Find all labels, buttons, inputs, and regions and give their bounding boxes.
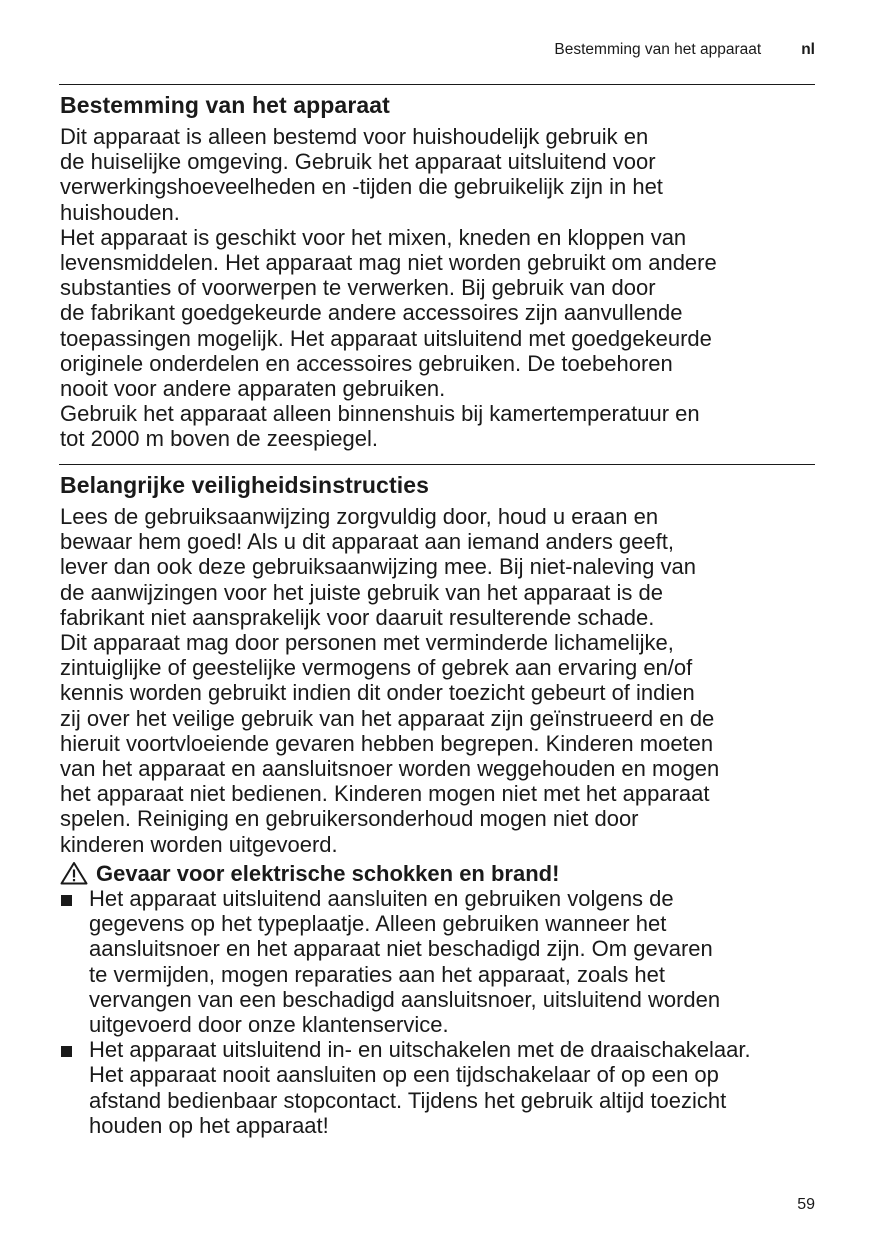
warning-heading (60, 861, 816, 886)
warning-triangle-icon (60, 861, 88, 885)
text-line: fabrikant niet aansprakelijk voor daaruit resulterende schade. (60, 604, 655, 630)
text-line: tot 2000 m boven de zeespiegel. (60, 426, 379, 452)
section-intended-use (60, 90, 816, 452)
header-title: Bestemming van het apparaat (554, 41, 762, 58)
page-number: 59 (797, 1196, 815, 1213)
text-line: verwerkingshoeveelheden en -tijden die gebruikelijk zijn in het (60, 174, 663, 200)
text-line: van het apparaat en aansluitsnoer worden weggehouden en mogen (60, 756, 720, 782)
section-heading: Belangrijke veiligheidsinstructies (60, 472, 429, 498)
text-line: levensmiddelen. Het apparaat mag niet worden gebruikt om andere (60, 250, 717, 276)
section-divider (59, 464, 815, 465)
text-line: aansluitsnoer en het apparaat niet beschadigd zijn. Om gevaren (89, 936, 713, 962)
section-body (60, 504, 816, 857)
bullet-item (60, 886, 816, 1037)
text-line: nooit voor andere apparaten gebruiken. (60, 376, 446, 402)
text-line: Het apparaat is geschikt voor het mixen, kneden en kloppen van (60, 224, 687, 250)
text-line: uitgevoerd door onze klantenservice. (89, 1012, 449, 1038)
text-line: kinderen worden uitgevoerd. (60, 831, 338, 857)
text-line: Dit apparaat is alleen bestemd voor huishoudelijk gebruik en (60, 124, 649, 149)
warning-text: Gevaar voor elektrische schokken en brand! (96, 860, 560, 886)
text-line: hieruit voortvloeiende gevaren hebben begrepen. Kinderen moeten (60, 730, 714, 756)
text-line: zij over het veilige gebruik van het apparaat zijn geïnstrueerd en de (60, 705, 715, 731)
section-safety-instructions (60, 470, 816, 1138)
text-line: substanties of voorwerpen te verwerken. Bij gebruik van door (60, 275, 656, 301)
text-line: Het apparaat uitsluitend aansluiten en gebruiken volgens de (89, 886, 674, 912)
text-line: originele onderdelen en accessoires gebruiken. De toebehoren (60, 350, 673, 376)
text-line: het apparaat niet bedienen. Kinderen mogen niet met het apparaat (60, 781, 710, 807)
text-line: afstand bedienbaar stopcontact. Tijdens het gebruik altijd toezicht (89, 1087, 727, 1113)
section-divider (59, 84, 815, 85)
text-line: te vermijden, mogen reparaties aan het apparaat, zoals het (89, 961, 666, 987)
running-header (60, 38, 815, 62)
language-code: nl (801, 41, 815, 58)
text-line: toepassingen mogelijk. Het apparaat uitsluitend met goedgekeurde (60, 325, 712, 351)
bullet-item (60, 1037, 816, 1138)
text-line: vervangen van een beschadigd aansluitsnoer, uitsluitend worden (89, 986, 721, 1012)
text-line: de aanwijzingen voor het juiste gebruik van het apparaat is de (60, 579, 663, 605)
text-line: spelen. Reiniging en gebruikersonderhoud mogen niet door (60, 806, 639, 832)
text-line: gegevens op het typeplaatje. Alleen gebruiken wanneer het (89, 911, 667, 937)
text-line: Het apparaat nooit aansluiten op een tijdschakelaar of op een op (89, 1062, 719, 1088)
text-line: Gebruik het apparaat alleen binnenshuis bij kamertemperatuur en (60, 401, 700, 427)
section-body (60, 124, 816, 452)
text-line: de fabrikant goedgekeurde andere accessoires zijn aanvullende (60, 300, 683, 326)
text-line: Dit apparaat mag door personen met verminderde lichamelijke, (60, 630, 674, 656)
section-heading: Bestemming van het apparaat (60, 92, 390, 118)
text-line: houden op het apparaat! (89, 1112, 329, 1138)
text-line: zintuiglijke of geestelijke vermogens of gebrek aan ervaring en/of (60, 655, 693, 681)
text-line: de huiselijke omgeving. Gebruik het apparaat uitsluitend voor (60, 149, 656, 175)
text-line: lever dan ook deze gebruiksaanwijzing mee. Bij niet-naleving van (60, 554, 696, 580)
text-line: kennis worden gebruikt indien dit onder toezicht gebeurt of indien (60, 680, 695, 706)
text-line: huishouden. (60, 199, 180, 225)
text-line: Het apparaat uitsluitend in- en uitschakelen met de draaischakelaar. (89, 1037, 751, 1063)
text-line: bewaar hem goed! Als u dit apparaat aan iemand anders geeft, (60, 529, 674, 555)
bullet-square-icon (61, 895, 72, 906)
text-line: Lees de gebruiksaanwijzing zorgvuldig door, houd u eraan en (60, 504, 659, 529)
bullet-square-icon (61, 1046, 72, 1057)
